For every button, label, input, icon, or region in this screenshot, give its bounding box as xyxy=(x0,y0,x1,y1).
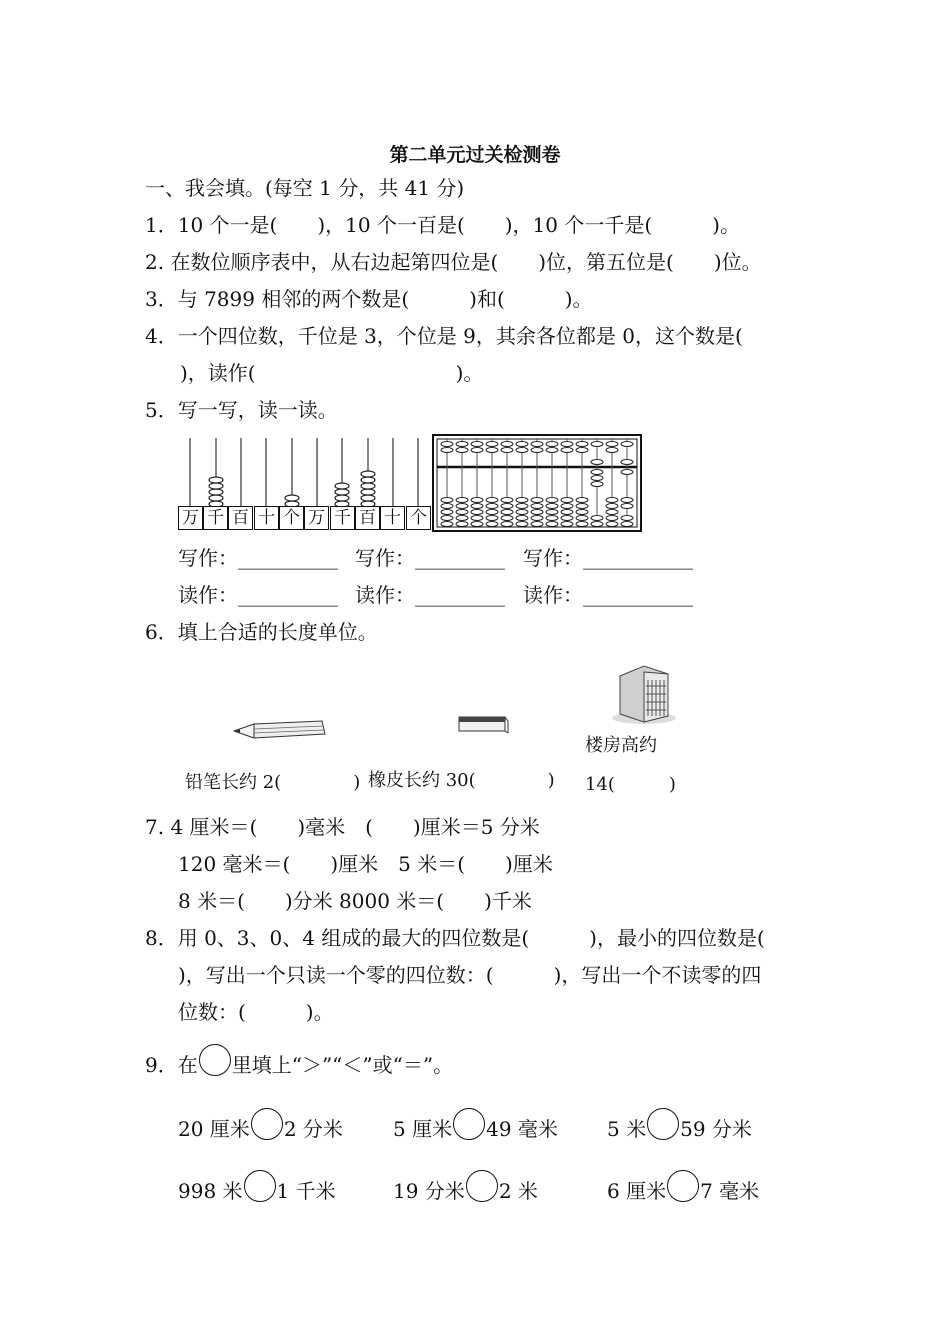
answer-circle[interactable] xyxy=(453,1108,485,1140)
write-answer-2: 写作：_________ xyxy=(355,546,505,570)
place-label: 十 xyxy=(380,506,405,530)
question-3: 3．与 7899 相邻的两个数是( )和( )。 xyxy=(145,287,593,311)
compare-left: 998 米 xyxy=(178,1179,243,1203)
question-4-line-2: )，读作( )。 xyxy=(180,361,484,385)
question-8-line-2: )，写出一个只读一个零的四位数：( )，写出一个不读零的四 xyxy=(178,963,762,987)
abacus-figure xyxy=(432,434,642,532)
answer-circle[interactable] xyxy=(466,1170,498,1202)
compare-left: 6 厘米 xyxy=(607,1179,667,1203)
eraser-length: 橡皮长约 30( ) xyxy=(368,770,555,791)
place-label: 千 xyxy=(203,506,228,530)
answer-circle[interactable] xyxy=(667,1170,699,1202)
page-title: 第二单元过关检测卷 xyxy=(389,144,561,166)
place-label: 个 xyxy=(279,506,304,530)
question-5: 5．写一写，读一读。 xyxy=(145,398,338,422)
place-label: 万 xyxy=(178,506,203,530)
question-7-line-2: 120 毫米＝( )厘米 5 米＝( )厘米 xyxy=(178,852,553,876)
eraser-icon xyxy=(456,713,510,737)
place-label: 百 xyxy=(228,506,253,530)
compare-item xyxy=(393,1170,538,1209)
pencil-length: 铅笔长约 2( ) xyxy=(185,772,361,793)
compare-right: 7 毫米 xyxy=(700,1179,760,1203)
compare-item xyxy=(178,1170,336,1209)
place-label: 千 xyxy=(330,506,355,530)
compare-right: 59 分米 xyxy=(680,1117,752,1141)
write-answer-1: 写作：__________ xyxy=(178,546,338,570)
question-9-prefix: 9．在 xyxy=(145,1053,198,1077)
compare-item xyxy=(607,1108,752,1147)
read-answer-2: 读作：_________ xyxy=(355,583,505,607)
place-label: 百 xyxy=(355,506,380,530)
building-label: 楼房高约 xyxy=(585,735,657,756)
compare-right: 2 米 xyxy=(498,1179,538,1203)
answer-circle[interactable] xyxy=(244,1170,276,1202)
question-2: 2. 在数位顺序表中，从右边起第四位是( )位，第五位是( )位。 xyxy=(145,250,762,274)
pencil-icon xyxy=(232,718,328,742)
building-icon xyxy=(608,660,680,726)
building-height: 14( ) xyxy=(585,774,676,795)
question-6: 6．填上合适的长度单位。 xyxy=(145,620,378,644)
compare-right: 2 分米 xyxy=(283,1117,343,1141)
read-answer-3: 读作：___________ xyxy=(523,583,693,607)
compare-left: 20 厘米 xyxy=(178,1117,250,1141)
section-heading: 一、我会填。(每空 1 分，共 41 分) xyxy=(145,176,465,200)
compare-right: 1 千米 xyxy=(276,1179,336,1203)
question-9-suffix: 里填上“＞”“＜”或“＝”。 xyxy=(231,1053,454,1077)
compare-left: 5 米 xyxy=(607,1117,647,1141)
compare-item xyxy=(607,1170,759,1209)
compare-right: 49 毫米 xyxy=(486,1117,558,1141)
compare-item xyxy=(393,1108,558,1147)
read-answer-1: 读作：__________ xyxy=(178,583,338,607)
compare-item xyxy=(178,1108,343,1147)
question-8-line-1: 8．用 0、3、0、4 组成的最大的四位数是( )，最小的四位数是( xyxy=(145,926,765,950)
place-label: 个 xyxy=(406,506,431,530)
question-7-line-1: 7. 4 厘米＝( )毫米 ( )厘米＝5 分米 xyxy=(145,815,540,839)
answer-circle[interactable] xyxy=(251,1108,283,1140)
question-8-line-3: 位数：( )。 xyxy=(178,1000,334,1024)
question-4-line-1: 4．一个四位数，千位是 3，个位是 9，其余各位都是 0，这个数是( xyxy=(145,324,743,348)
place-label: 十 xyxy=(254,506,279,530)
answer-circle[interactable] xyxy=(647,1108,679,1140)
compare-left: 5 厘米 xyxy=(393,1117,453,1141)
question-9 xyxy=(145,1044,453,1083)
place-label: 万 xyxy=(304,506,329,530)
question-1: 1．10 个一是( )，10 个一百是( )，10 个一千是( )。 xyxy=(145,213,740,237)
counting-frame-figure xyxy=(178,436,433,508)
write-answer-3: 写作：___________ xyxy=(523,546,693,570)
question-7-line-3: 8 米＝( )分米 8000 米＝( )千米 xyxy=(178,889,532,913)
circle-icon xyxy=(199,1044,231,1076)
compare-left: 19 分米 xyxy=(393,1179,465,1203)
